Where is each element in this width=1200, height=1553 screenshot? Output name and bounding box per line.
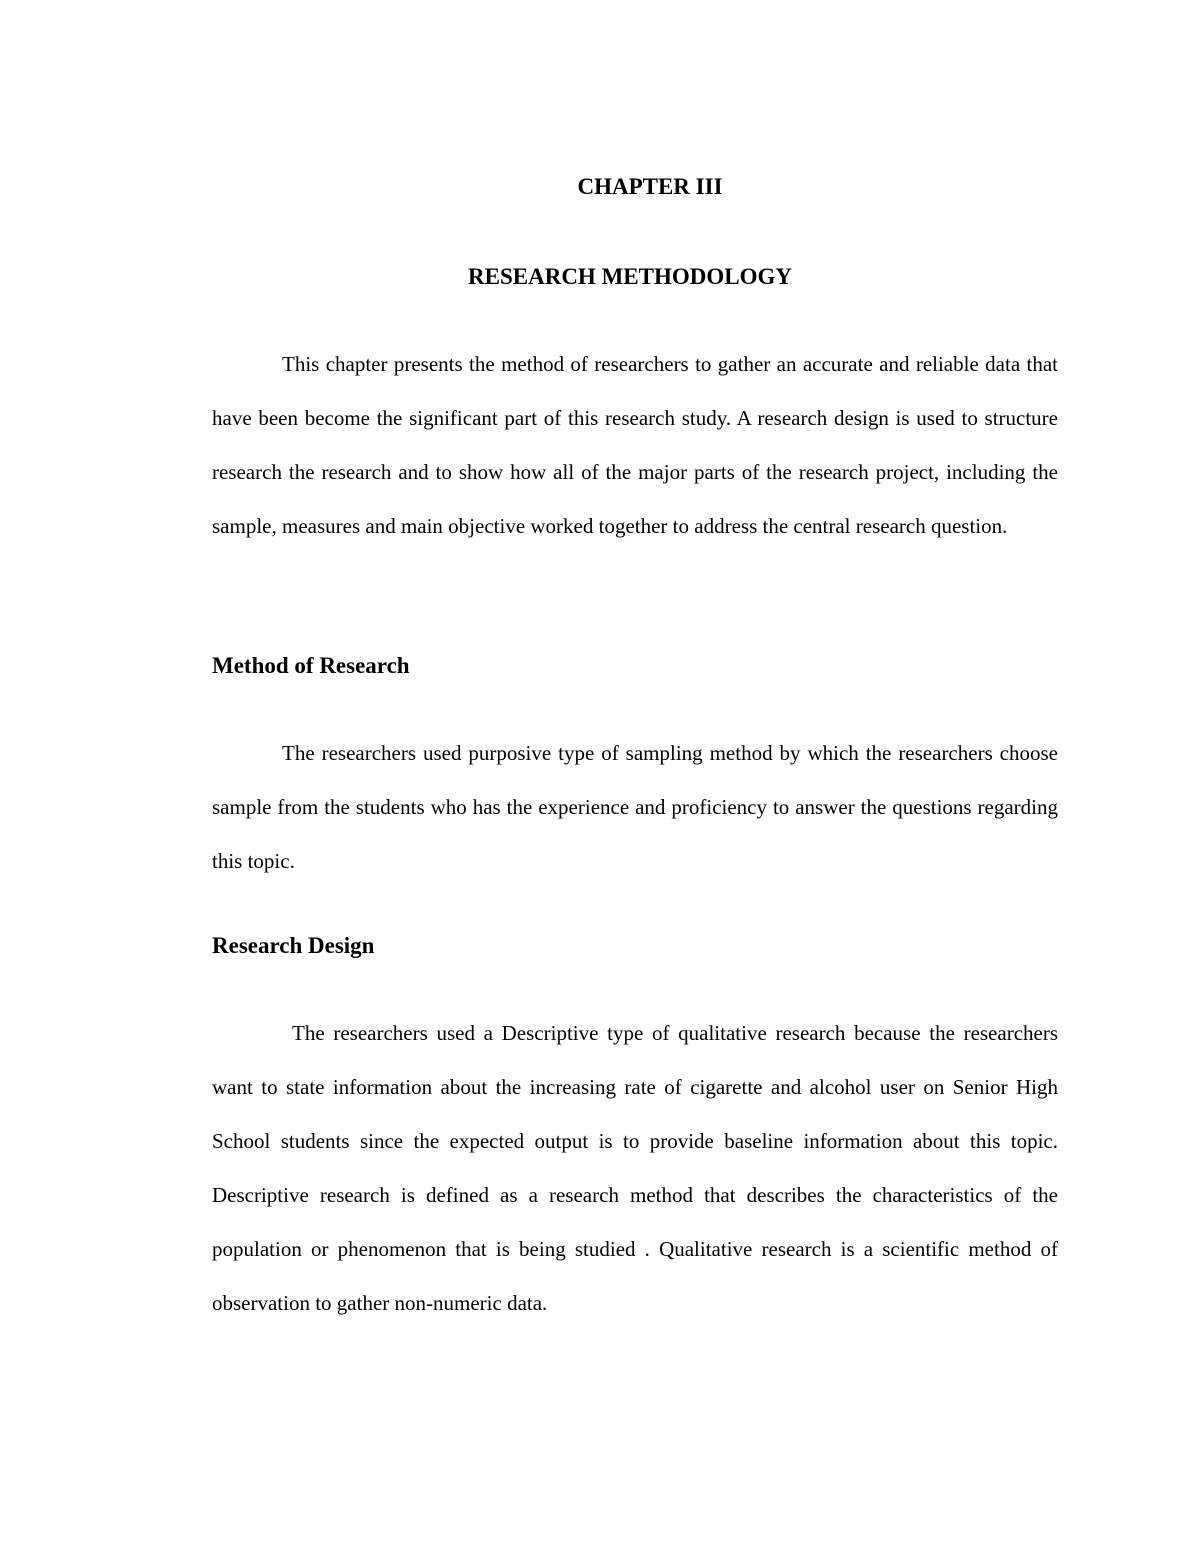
method-of-research-paragraph bbox=[212, 726, 1058, 888]
chapter-title: RESEARCH METHODOLOGY bbox=[468, 264, 792, 289]
method-of-research-text: The researchers used purposive type of sampling method by which the researchers choose sample from the students who has the experience and proficiency to answer the questions regarding this topic. bbox=[212, 741, 1058, 873]
intro-paragraph bbox=[212, 337, 1058, 553]
chapter-number: CHAPTER III bbox=[577, 174, 723, 199]
research-design-paragraph bbox=[212, 1006, 1058, 1330]
section-heading-research-design: Research Design bbox=[212, 933, 375, 958]
intro-paragraph-text: This chapter presents the method of researchers to gather an accurate and reliable data that have been become the significant part of this research study. A research design is used to structure research the research and to show how all of the major parts of the research project, including the sample, measures and main objective worked together to address the central research question. bbox=[212, 352, 1058, 538]
section-heading-method-of-research: Method of Research bbox=[212, 653, 410, 678]
research-design-text: The researchers used a Descriptive type of qualitative research because the researchers want to state information about the increasing rate of cigarette and alcohol user on Senior High School students since the expected output is to provide baseline information about this topic. Descriptive research is defined as a research method that describes the characteristics of the population or phenomenon that is being studied . Qualitative research is a scientific method of observation to gather non-numeric data. bbox=[212, 1021, 1058, 1315]
